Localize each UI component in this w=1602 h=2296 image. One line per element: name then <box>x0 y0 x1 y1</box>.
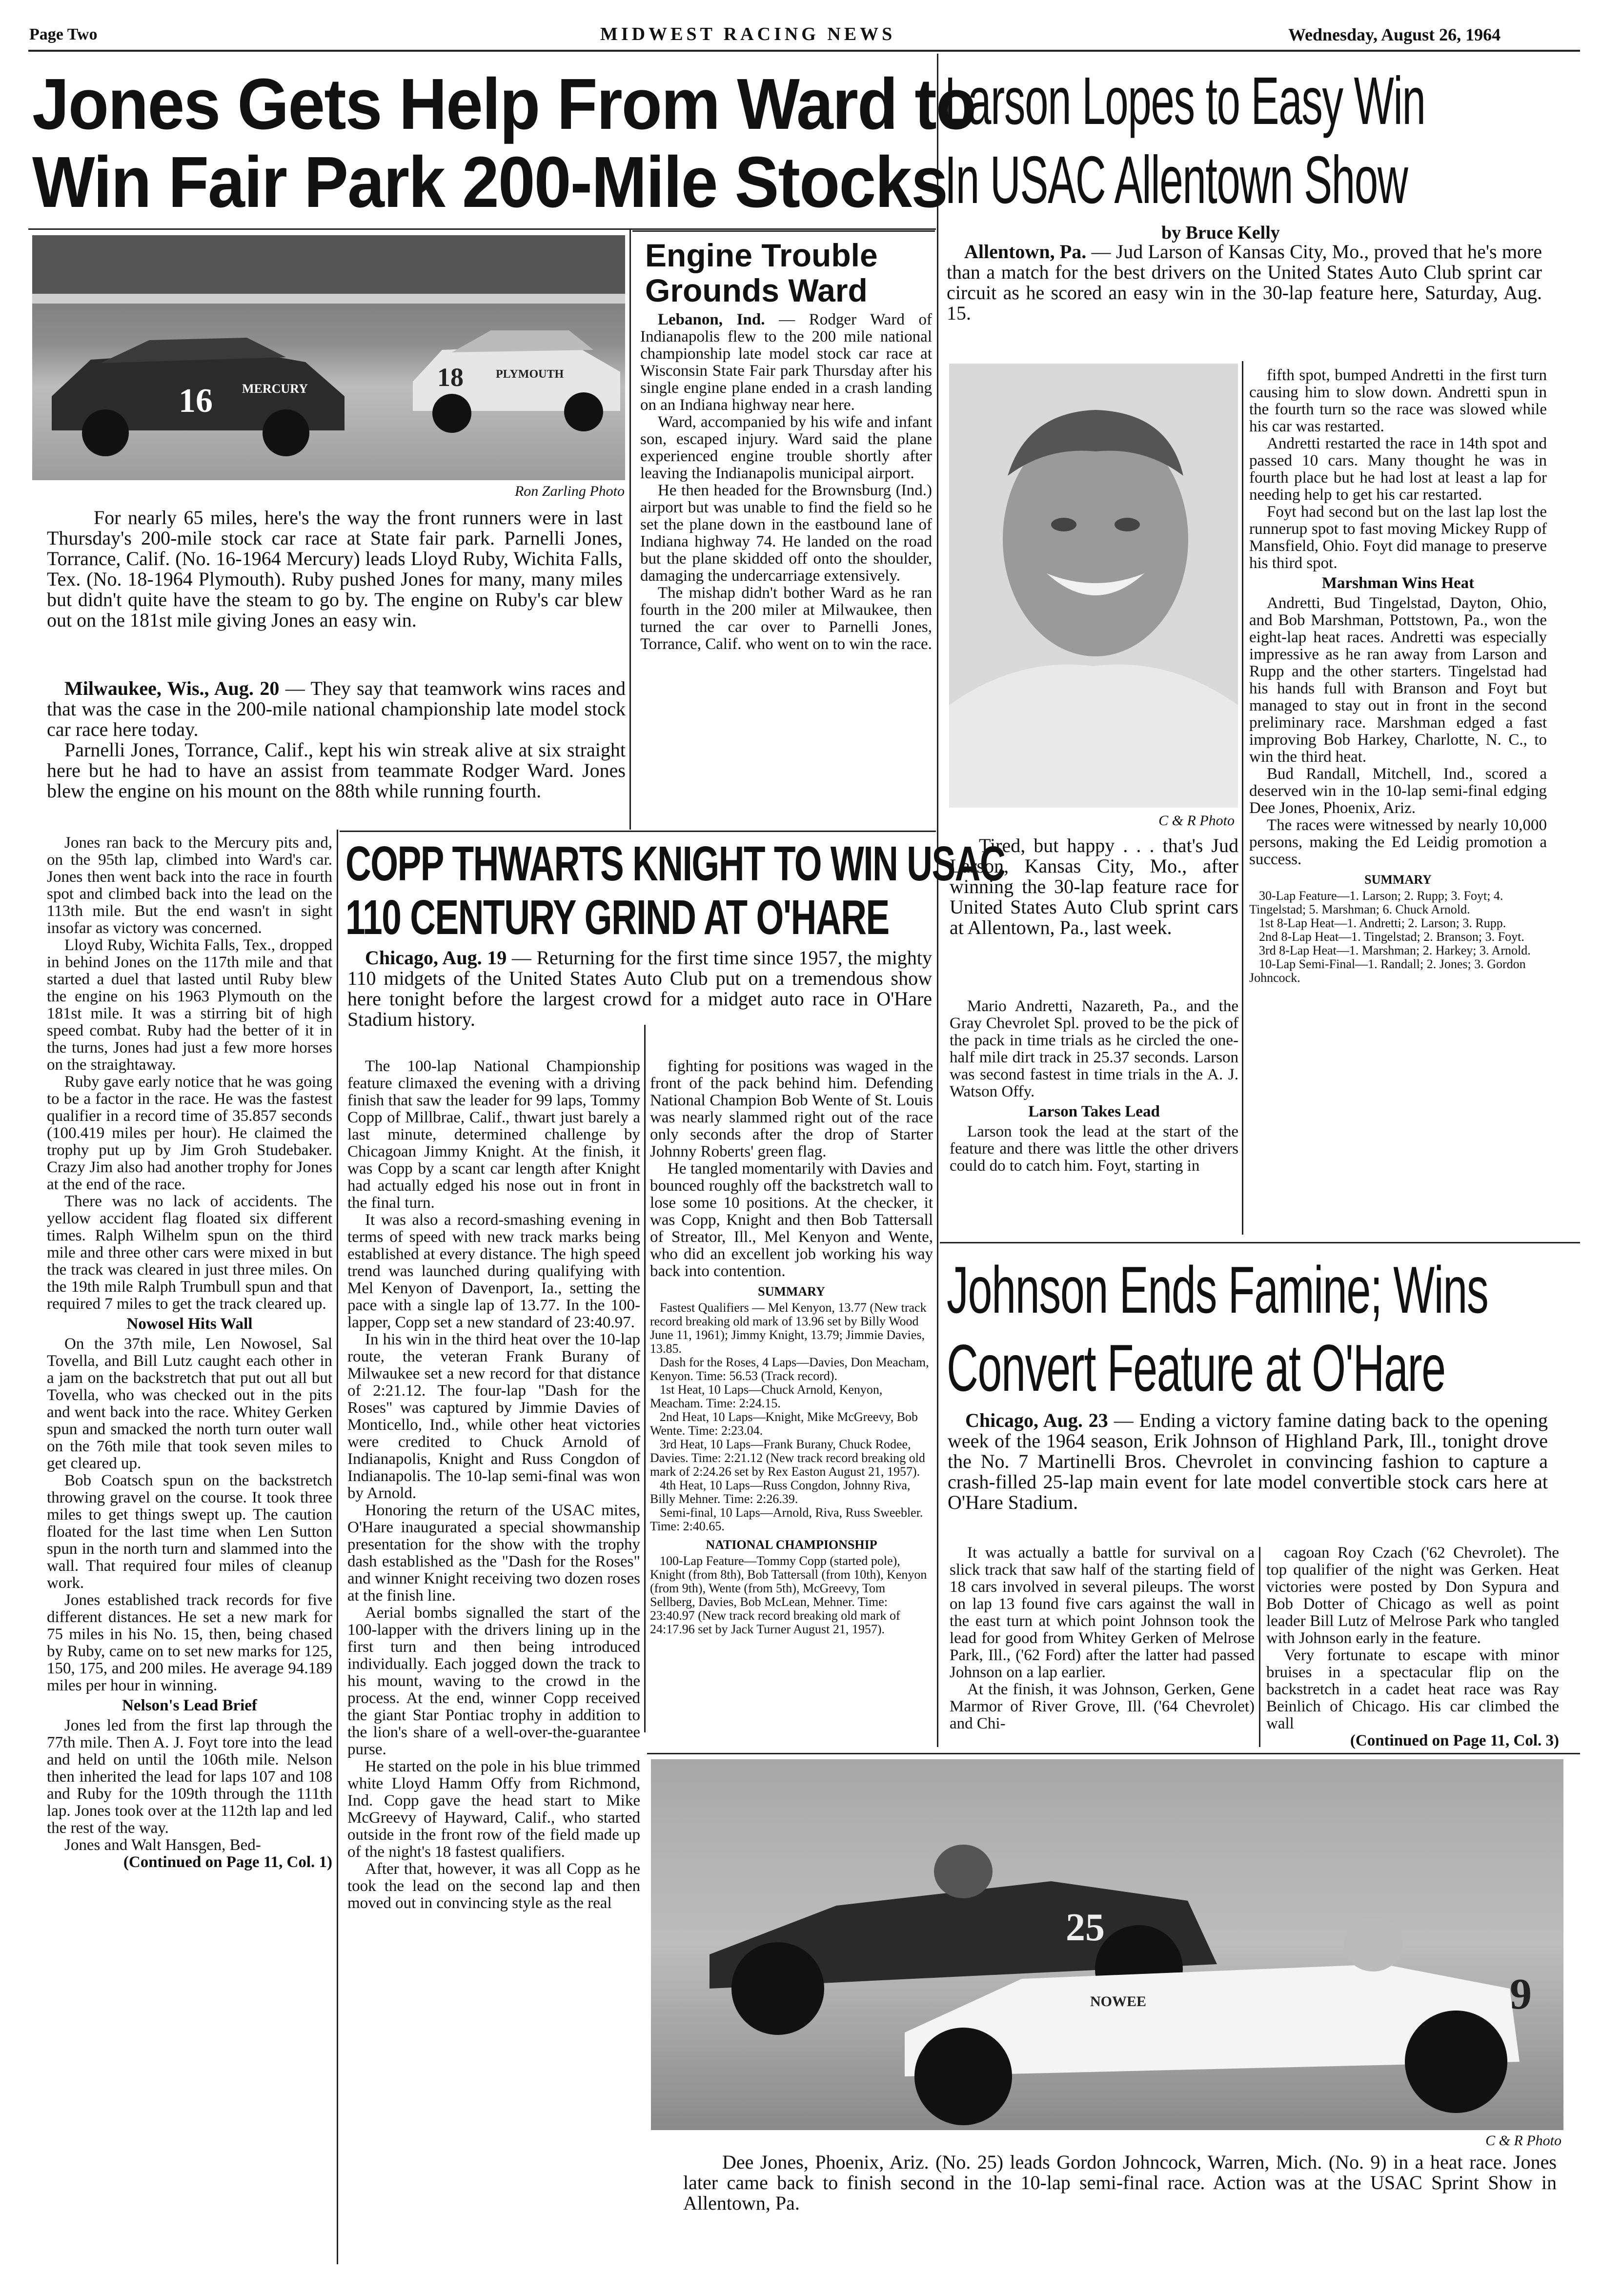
larson-portrait-illustration <box>949 364 1238 808</box>
dateline: Chicago, Aug. 23 <box>965 1409 1108 1431</box>
body-paragraph: Mario Andretti, Nazareth, Pa., and the Gray Chevrolet Spl. proved to be the pick of the pack in time trials as he circled the one-half mile dirt track in 25.37 seconds. Larson was second fastest in time trials in the A. J. Watson Offy. <box>950 997 1238 1100</box>
dateline: Lebanon, Ind. <box>658 311 765 328</box>
summary-line: Dash for the Roses, 4 Laps—Davies, Don Meacham, Kenyon. Time: 56.53 (Track record). <box>650 1355 929 1383</box>
lead-text: — Jud Larson of Kansas City, Mo., proved that he's more than a match for the best drivers on the United States Auto Club sprint car circuit as he scored an easy win in the 30-lap feature here, Saturday, Aug. 15. <box>947 241 1542 324</box>
body-paragraph: Ward, accompanied by his wife and infant son, escaped injury. Ward said the plane experienced engine trouble shortly after leaving the Indianapolis municipal airport. <box>640 413 932 482</box>
johnson-column-a <box>950 1544 1255 1732</box>
section-rule <box>632 230 935 232</box>
summary-heading: SUMMARY <box>758 1284 825 1299</box>
body-paragraph: The races were witnessed by nearly 10,000 persons, making the Ed Leidig promotion a success. <box>1249 816 1547 868</box>
stock-car-illustration <box>32 235 625 480</box>
body-paragraph: It was actually a battle for survival on a slick track that saw half of the starting field of 18 cars involved in several pileups. The worst on lap 13 found five cars against the wall in the east turn at which point Johnson took the lead for good from Whitey Gerken of Melrose Park, Ill., ('62 Ford) after the latter had passed Johnson on a lap earlier. <box>950 1544 1255 1681</box>
body-paragraph: It was also a record-smashing evening in terms of speed with new track marks being established at every distance. The high speed trend was launched during qualifying with Mel Kenyon of Davenport, Ia., setting the pace with a single lap of 13.77. In the 100-lapper, Copp set a new standard of 23:40.97. <box>347 1211 640 1331</box>
summary-line: 2nd 8-Lap Heat—1. Tingelstad; 2. Branson; 3. Foyt. <box>1259 930 1524 944</box>
body-paragraph: At the finish, it was Johnson, Gerken, Gene Marmor of River Grove, Ill. ('64 Chevrolet) and Chi- <box>950 1681 1255 1732</box>
dateline: Allentown, Pa. <box>964 241 1087 263</box>
body-paragraph: Bob Coatsch spun on the backstretch throwing gravel on the course. It took three miles to get things swept up. The caution floated for the last time when Len Sutton spun in the north turn and slammed into the wall. That required four miles of cleanup work. <box>47 1472 332 1592</box>
paper-name: MIDWEST RACING NEWS <box>600 24 896 44</box>
body-paragraph: There was no lack of accidents. The yellow accident flag floated six different times. Ralph Wilhelm spun on the third mile and three other cars were mixed in but the track was cleared in just three miles. On the 19th mile Ralph Trumbull spun and that required 7 miles to get the track cleared up. <box>47 1193 332 1313</box>
jones-headline-2: Win Fair Park 200-Mile Stocks <box>32 142 948 223</box>
photo-credit: Ron Zarling Photo <box>514 483 625 499</box>
jones-photo-caption <box>47 508 623 630</box>
subhead: Nelson's Lead Brief <box>122 1697 257 1714</box>
summary-heading: NATIONAL CHAMPIONSHIP <box>706 1538 877 1552</box>
body-paragraph: Larson took the lead at the start of the feature and there was little the other drivers could do to catch him. Foyt, starting in <box>950 1123 1238 1175</box>
car-name-plymouth: PLYMOUTH <box>496 368 564 381</box>
continued-line: (Continued on Page 11, Col. 1) <box>123 1853 332 1871</box>
body-paragraph: Jones ran back to the Mercury pits and, on the 95th lap, climbed into Ward's car. Jones then went back into the race in fourth spot and climbed back into the lead on the 113th mile. But the end wasn't in sight insofar as victory was concerned. <box>47 834 332 937</box>
photo-credit: C & R Photo <box>1158 813 1235 829</box>
car-number-18: 18 <box>437 363 464 392</box>
car-number-25: 25 <box>1066 1906 1105 1949</box>
sprint-car-photo <box>651 1759 1563 2130</box>
body-paragraph: fighting for positions was waged in the front of the pack behind him. Defending National Champion Bob Wente of St. Louis was nearly slammed right out of the race only seconds after the drop of Starter Johnny Roberts' green flag. <box>650 1057 933 1160</box>
johnson-headline-1: Johnson Ends Famine; Wins <box>947 1253 1488 1327</box>
copp-lead <box>347 948 932 1030</box>
engine-story-body <box>640 311 932 653</box>
body-paragraph: Bud Randall, Mitchell, Ind., scored a deserved win in the 10-lap semi-final edging Dee Jones, Phoenix, Ariz. <box>1249 765 1547 817</box>
body-paragraph: Lloyd Ruby, Wichita Falls, Tex., dropped in behind Jones on the 117th mile and that started a duel that lasted until Ruby blew the engine on his 1963 Plymouth on the 181st mile. It was a stirring bit of high speed combat. Ruby had the better of it in the turns, Jones had just a few more horses on the straightaway. <box>47 936 332 1074</box>
car-name-mercury: MERCURY <box>242 382 308 396</box>
summary-line: 30-Lap Feature—1. Larson; 2. Rupp; 3. Foyt; 4. Tingelstad; 5. Marshman; 6. Chuck Arnold. <box>1249 889 1503 916</box>
bottom-photo-caption <box>683 2152 1557 2214</box>
column-rule <box>629 229 631 830</box>
section-rule <box>647 1753 1580 1754</box>
caption-text: Tired, but happy . . . that's Jud Larson, Kansas City, Mo., after winning the 30-lap feature race for United States Auto Club sprint cars at Allentown, Pa., last week. <box>950 834 1238 938</box>
lead-text: — Returning for the first time since 1957, the mighty 110 midgets of the United States Auto Club put on a tremendous show here tonight before the largest crowd for a midget auto race in O'Hare Stadium history. <box>347 947 932 1030</box>
car-number-16: 16 <box>179 382 213 420</box>
body-paragraph: Jones led from the first lap through the 77th mile. Then A. J. Foyt tore into the lead and held on until the 106th mile. Nelson then inherited the lead for laps 107 and 108 and Ruby for the 109th through the 111th lap. Jones took over at the 112th lap and led the rest of the way. <box>47 1717 332 1837</box>
photo-credit: C & R Photo <box>1485 2133 1561 2149</box>
larson-column-b <box>1249 367 1547 985</box>
body-paragraph: Ruby gave early notice that he was going to be a factor in the race. He was the fastest qualifier in a record time of 35.857 seconds (100.419 miles per hour). He claimed the trophy put up by Jim Groh Studebaker. Crazy Jim also had another trophy for Jones at the end of the race. <box>47 1073 332 1193</box>
summary-line: 1st Heat, 10 Laps—Chuck Arnold, Kenyon, Meacham. Time: 2:24.15. <box>650 1382 883 1410</box>
car-name-nowee: NOWEE <box>1090 1993 1147 2010</box>
summary-line: Fastest Qualifiers — Mel Kenyon, 13.77 (New track record breaking old mark of 13.96 set by Billy Wood June 11, 1961); Jimmy Knight, 13.79; Jimmie Davies, 13.85. <box>650 1300 927 1356</box>
dateline: Milwaukee, Wis., Aug. 20 <box>64 677 280 699</box>
body-paragraph: Aerial bombs signalled the start of the 100-lapper with the drivers lining up in the first turn and then being introduced individually. Each jogged down the track to his mount, waving to the crowd in the process. At the end, winner Copp received the giant Star Pontiac trophy in addition to the lion's share of a well-over-the-guarantee purse. <box>347 1604 640 1758</box>
stock-car-photo <box>32 235 625 480</box>
caption-text: Dee Jones, Phoenix, Ariz. (No. 25) leads Gordon Johncock, Warren, Mich. (No. 9) in a heat race. Jones later came back to finish second in the 10-lap semi-final race. Action was at the USAC Sprint Show in Allentown, Pa. <box>683 2151 1557 2214</box>
car-number-9: 9 <box>1510 1970 1532 2018</box>
johnson-headline-2: Convert Feature at O'Hare <box>947 1331 1445 1405</box>
larson-column-a <box>950 998 1238 1175</box>
johnson-column-b <box>1266 1544 1559 1749</box>
jones-headline-1: Jones Gets Help From Ward to <box>32 64 976 144</box>
body-paragraph: fifth spot, bumped Andretti in the first turn causing him to slow down. Andretti spun in the fourth turn so the race was slowed while his car was restarted. <box>1249 366 1547 435</box>
summary-line: 10-Lap Semi-Final—1. Randall; 2. Jones; 3. Gordon Johncock. <box>1249 957 1526 985</box>
copp-column-a <box>347 1058 640 1912</box>
column-rule <box>937 54 938 1747</box>
johnson-lead <box>948 1410 1548 1513</box>
column-rule <box>337 830 338 2264</box>
lead-text: — They say that teamwork wins races and that was the case in the 200-mile national championship late model stock car race here today. <box>47 677 626 740</box>
column-rule <box>644 1025 646 1732</box>
summary-line: 3rd Heat, 10 Laps—Frank Burany, Chuck Rodee, Davies. Time: 2:21.12 (New track record breaking old mark of 2:24.26 set by Rex Easton August 21, 1957). <box>650 1437 925 1479</box>
larson-portrait-photo <box>949 364 1238 808</box>
larson-headline-2: In USAC Allentown Show <box>945 142 1408 218</box>
body-paragraph: Honoring the return of the USAC mites, O'Hare inaugurated a special showmanship presentation for the show with the trophy dash established as the "Dash for the Roses" and winner Knight receiving two dozen roses at the finish line. <box>347 1502 640 1605</box>
caption-text: For nearly 65 miles, here's the way the front runners were in last Thursday's 200-mile stock car race at State fair park. Parnelli Jones, Torrance, Calif. (No. 16-1964 Mercury) leads Lloyd Ruby, Wichita Falls, Tex. (No. 18-1964 Plymouth). Ruby pushed Jones for many, many miles but didn't quite have the steam to go by. The engine on Ruby's car blew out on the 181st mile giving Jones an easy win. <box>47 507 623 631</box>
column-rule <box>1259 1547 1260 1747</box>
body-paragraph: Parnelli Jones, Torrance, Calif., kept his win streak alive at six straight here but he had to have an assist from teammate Rodger Ward. Jones blew the engine on his mount on the 88th while running fourth. <box>47 739 626 802</box>
summary-line: 100-Lap Feature—Tommy Copp (started pole), Knight (from 8th), Bob Tattersall (from 10th), Kenyon (from 9th), Wente (from 5th), McGreevy, Tom Sellberg, Davies, Bob McLean, Mehner. Time: 23:40.97 (New track record breaking old mark of 24:17.96 set by Jack Turner August 21, 1957). <box>650 1554 927 1636</box>
body-paragraph: Andretti, Bud Tingelstad, Dayton, Ohio, and Bob Marshman, Pottstown, Pa., won the eight-lap heat races. Andretti was especially impressive as he ran away from Larson and Rupp and the other starters. Tingelstad had his hands full with Branson and Foyt but managed to stay out in front in the second preliminary race. Marshman edged a fast improving Bob Harkey, Charlotte, N. C., to win the third heat. <box>1249 594 1547 766</box>
body-paragraph: Jones established track records for five different distances. He set a new mark for 75 miles in his No. 15, then, being chased by Ruby, came on to set new marks for 125, 150, 175, and 200 miles. He average 94.189 miles per hour in winning. <box>47 1591 332 1694</box>
engine-headline-1: Engine Trouble <box>645 237 878 273</box>
body-paragraph: Jones and Walt Hansgen, Bed- <box>64 1836 261 1854</box>
lead-text: — Ending a victory famine dating back to the opening week of the 1964 season, Erik Johnson of Highland Park, Ill., tonight drove the No. 7 Martinelli Bros. Chevrolet in convincing fashion to capture a crash-filled 25-lap main event for late model convertible stock cars here at O'Hare Stadium. <box>948 1409 1548 1513</box>
subhead: Larson Takes Lead <box>1028 1103 1160 1120</box>
body-paragraph: Andretti restarted the race in 14th spot and passed 10 cars. Many thought he was in fourth place but he had lost at least a lap for needing help to get his car restarted. <box>1249 435 1547 504</box>
body-paragraph: After that, however, it was all Copp as he took the lead on the second lap and then moved out in convincing style as the real <box>347 1860 640 1912</box>
byline: by Bruce Kelly <box>1161 223 1280 243</box>
jones-lead <box>47 678 626 801</box>
body-paragraph: Foyt had second but on the last lap lost the runnerup spot to fast moving Mickey Rupp of Mansfield, Ohio. Foyt did manage to preserve his third spot. <box>1249 503 1547 572</box>
jones-story-column <box>47 834 332 1871</box>
lead-text: — Rodger Ward of Indianapolis flew to the 200 mile national championship late model stock car race at Wisconsin State Fair park Thursday after his single engine plane ended in a crash landing on an Indiana highway near here. <box>640 311 933 414</box>
body-paragraph: The 100-lap National Championship feature climaxed the evening with a driving finish that saw the leader for 99 laps, Tommy Copp of Millbrae, Calif., thwart just barely a last minute, determined challenge by Chicagoan Jimmy Knight. At the finish, it was Copp by a scant car length after Knight had actually edged his nose out in front in the final turn. <box>347 1057 640 1212</box>
subhead: Nowosel Hits Wall <box>126 1315 253 1333</box>
body-paragraph: Very fortunate to escape with minor bruises in a spectacular flip on the backstretch in a cadet heat race was Ray Beinlich of Chicago. His car climbed the wall <box>1266 1646 1559 1732</box>
engine-headline-2: Grounds Ward <box>645 272 868 308</box>
body-paragraph: On the 37th mile, Len Nowosel, Sal Tovella, and Bill Lutz caught each other in a jam on the backstretch that put out all but Tovella, who was checked out in the pits and went back into the race. Whitey Gerken spun and smacked the north turn outer wall on the 76th mile that took seven miles to get cleared up. <box>47 1335 332 1472</box>
section-rule <box>340 831 936 832</box>
body-paragraph: He tangled momentarily with Davies and bounced roughly off the backstretch wall to lose some 10 positions. At the checker, it was Copp, Knight and then Bob Tattersall of Streator, Ill., Mel Kenyon and Wente, who did an excellent job working his way back into contention. <box>650 1160 933 1280</box>
body-paragraph: The mishap didn't bother Ward as he ran fourth in the 200 miler at Milwaukee, then turned the car over to Parnelli Jones, Torrance, Calif. who went on to win the race. <box>640 584 932 653</box>
headline-rule <box>28 228 936 230</box>
larson-photo-caption <box>950 835 1238 938</box>
continued-line: (Continued on Page 11, Col. 3) <box>1350 1732 1559 1749</box>
summary-line: 4th Heat, 10 Laps—Russ Congdon, Johnny Riva, Billy Mehner. Time: 2:26.39. <box>650 1478 911 1506</box>
copp-column-b <box>650 1058 933 1636</box>
body-paragraph: He then headed for the Brownsburg (Ind.) airport but was unable to find the field so he set the plane down in the eastbound lane of Indiana highway 74. He landed on the road but the plane skidded off onto the shoulder, damaging the undercarriage extensively. <box>640 482 932 585</box>
section-rule <box>940 1242 1580 1243</box>
larson-lead <box>947 242 1542 324</box>
sprint-car-illustration <box>651 1759 1563 2130</box>
copp-headline-1: COPP THWARTS KNIGHT TO WIN USAC <box>345 836 1005 891</box>
dateline: Chicago, Aug. 19 <box>365 947 507 969</box>
body-paragraph: cagoan Roy Czach ('62 Chevrolet). The top qualifier of the night was Gerken. Heat victories were posted by Don Sypura and Bob Dotter of Chicago as well as point leader Bill Lutz of Melrose Park who tangled with Johnson early in the feature. <box>1266 1544 1559 1647</box>
copp-headline-2: 110 CENTURY GRIND AT O'HARE <box>345 890 889 945</box>
column-rule <box>1242 361 1243 1235</box>
summary-line: 3rd 8-Lap Heat—1. Marshman; 2. Harkey; 3. Arnold. <box>1259 943 1531 957</box>
body-paragraph: In his win in the third heat over the 10-lap route, the veteran Frank Burany of Milwaukee set a new record for that distance of 2:21.12. The four-lap "Dash for the Roses" was captured by Jimmie Davies of Monticello, Ind., while other heat victories were credited to Chuck Arnold of Indianapolis, Knight and Russ Congdon of Indianapolis. The 10-lap semi-final was won by Arnold. <box>347 1331 640 1502</box>
summary-line: 2nd Heat, 10 Laps—Knight, Mike McGreevy, Bob Wente. Time: 2:23.04. <box>650 1410 918 1438</box>
summary-line: 1st 8-Lap Heat—1. Andretti; 2. Larson; 3. Rupp. <box>1259 916 1506 930</box>
page-label: Page Two <box>29 25 98 43</box>
issue-date: Wednesday, August 26, 1964 <box>1288 25 1501 44</box>
subhead: Marshman Wins Heat <box>1321 574 1475 592</box>
summary-line: Semi-final, 10 Laps—Arnold, Riva, Russ Sweebler. Time: 2:40.65. <box>650 1505 923 1533</box>
body-paragraph: He started on the pole in his blue trimmed white Lloyd Hamm Offy from Richmond, Ind. Copp gave the head start to Mike McGreevy of Hayward, Calif., who started outside in the front row of the field made up of the night's 18 fastest qualifiers. <box>347 1758 640 1861</box>
larson-headline-1: Larson Lopes to Easy Win <box>945 63 1425 139</box>
masthead-rule <box>28 50 1580 52</box>
summary-heading: SUMMARY <box>1364 873 1432 887</box>
